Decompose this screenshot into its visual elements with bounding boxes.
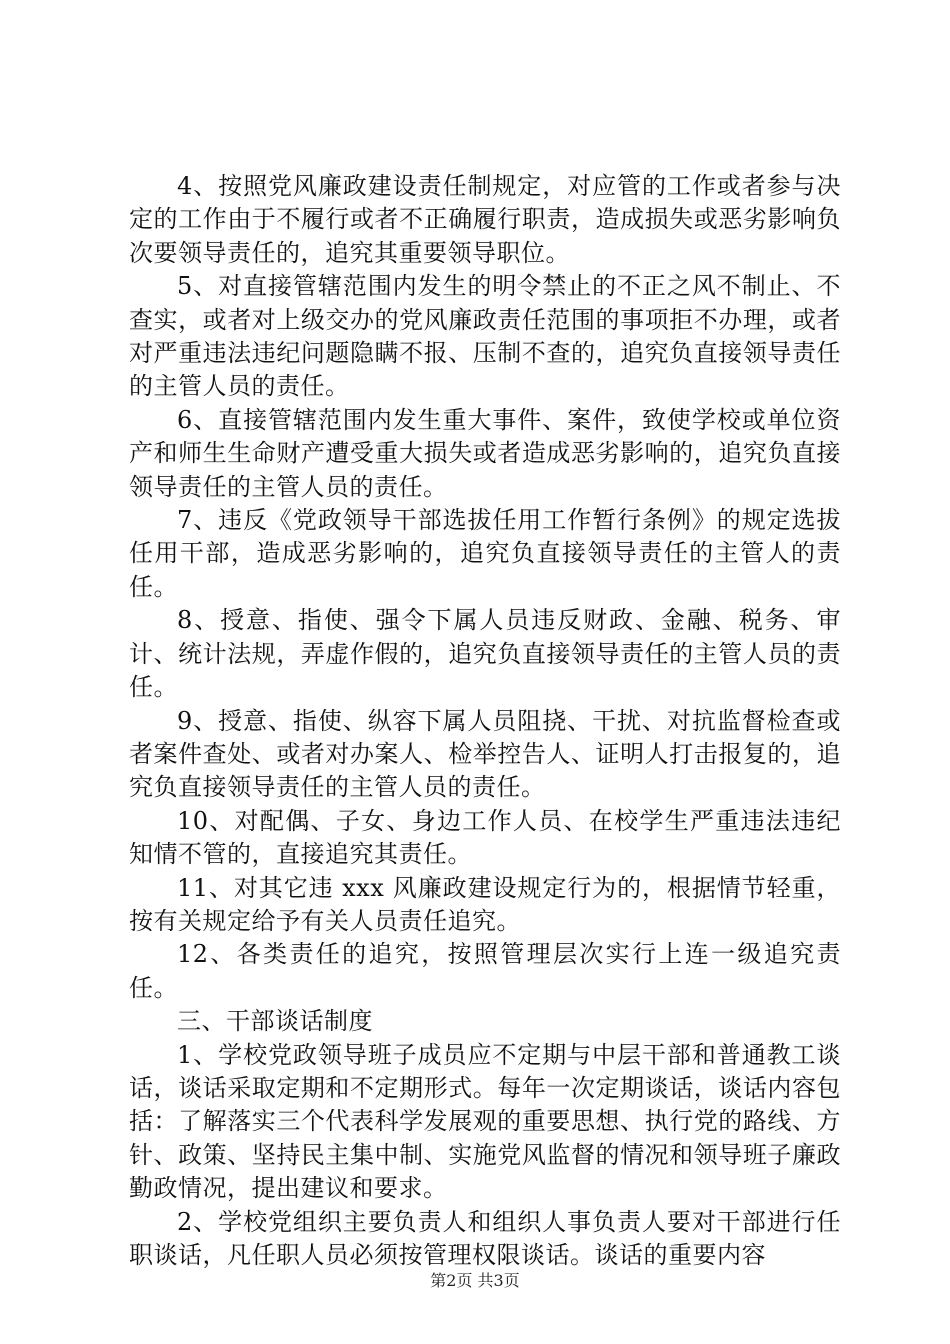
paragraph-item-2: 2、学校党组织主要负责人和组织人事负责人要对干部进行任职谈话，凡任职人员必须按管理权限谈话。谈话的重要内容 — [129, 1207, 841, 1269]
paragraph-item-9: 9、授意、指使、纵容下属人员阻挠、干扰、对抗监督检查或者案件查处、或者对办案人、检举控告人、证明人打击报复的，追究负直接领导责任的主管人员的责任。 — [129, 706, 841, 802]
paragraph-item-4: 4、按照党风廉政建设责任制规定，对应管的工作或者参与决定的工作由于不履行或者不正确履行职责，造成损失或恶劣影响负次要领导责任的，追究其重要领导职位。 — [129, 172, 841, 267]
page-footer: 第2页 共3页 — [430, 1271, 520, 1290]
paragraph-item-7: 7、违反《党政领导干部选拔任用工作暂行条例》的规定选拔任用干部，造成恶劣影响的，追究负直接领导责任的主管人的责任。 — [129, 506, 841, 601]
paragraph-item-10: 10、对配偶、子女、身边工作人员、在校学生严重违法违纪知情不管的，直接追究其责任。 — [129, 806, 841, 869]
document-body — [129, 170, 841, 1272]
section-heading: 三、干部谈话制度 — [177, 1007, 373, 1036]
paragraph-item-6: 6、直接管辖范围内发生重大事件、案件，致使学校或单位资产和师生生命财产遭受重大损失或者造成恶劣影响的，追究负直接领导责任的主管人员的责任。 — [129, 405, 841, 501]
paragraph-item-1: 1、学校党政领导班子成员应不定期与中层干部和普通教工谈话，谈话采取定期和不定期形式。每年一次定期谈话，谈话内容包括：了解落实三个代表科学发展观的重要思想、执行党的路线、方针、政策、坚持民主集中制、实施党风监督的情况和领导班子廉政勤政情况，提出建议和要求。 — [129, 1040, 841, 1203]
paragraph-item-8: 8、授意、指使、强令下属人员违反财政、金融、税务、审计、统计法规，弄虚作假的，追究负直接领导责任的主管人员的责任。 — [129, 606, 841, 702]
paragraph-item-5: 5、对直接管辖范围内发生的明令禁止的不正之风不制止、不查实，或者对上级交办的党风廉政责任范围的事项拒不办理，或者对严重违法违纪问题隐瞒不报、压制不查的，追究负直接领导责任的主管人员的责任。 — [129, 272, 841, 401]
paragraph-item-11: 11、对其它违 xxx 风廉政建设规定行为的，根据情节轻重，按有关规定给予有关人员责任追究。 — [129, 873, 841, 935]
paragraph-item-12: 12、各类责任的追究，按照管理层次实行上连一级追究责任。 — [129, 940, 841, 1002]
